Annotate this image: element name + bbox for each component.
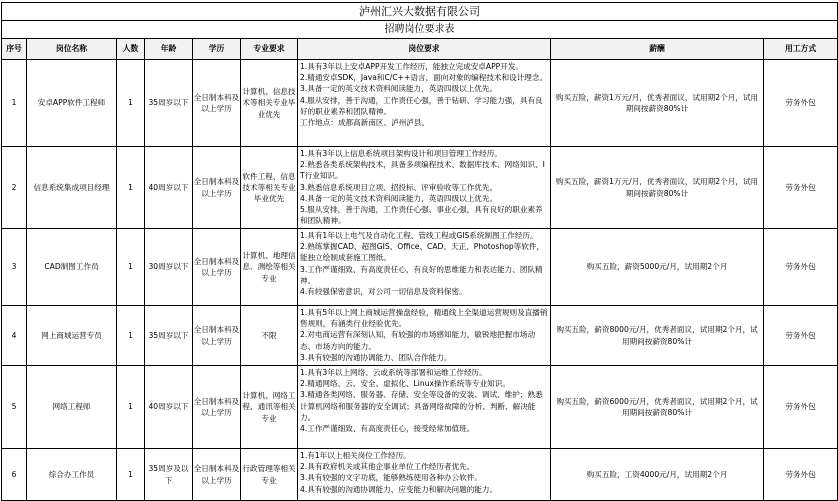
req-line: 1.具有3年以上安卓APP开发工作经历，能独立完成安卓APP开发。: [300, 62, 524, 71]
table-row: [2, 147, 838, 229]
req-line: 1.具有3年以上信息系统项目架构设计和项目管理工作经历。: [300, 149, 502, 158]
req-line: 3.熟悉信息系统项目立项、招投标、评审验收等工作优先。: [300, 182, 498, 192]
cell-no: 2: [2, 147, 27, 229]
cell-no: 5: [2, 366, 27, 449]
cell-major: 软件工程、信息技术等相关专业毕业优先: [241, 147, 298, 229]
cell-title: 安卓APP软件工程师: [27, 60, 117, 147]
header-salary: 薪酬: [551, 39, 764, 60]
cell-age: 35周岁及以下: [145, 449, 193, 501]
req-line: 4.有较强保密意识，对公司一切信息及资料保密。: [300, 287, 467, 297]
cell-major: 不限: [241, 306, 298, 366]
cell-age: 40周岁以下: [145, 366, 193, 449]
table-subtitle: 招聘岗位要求表: [2, 21, 838, 39]
req-line: 3.工作严谨细致、有高度责任心，有良好的思维能力和表达能力、团队精神。: [300, 264, 543, 285]
cell-count: 1: [117, 147, 145, 229]
req-line: 3.具有较强的文字功底，能够熟练使用各种办公软件。: [300, 473, 482, 483]
cell-employment: 劳务外包: [764, 147, 838, 229]
cell-salary: 购买五险，薪资5000元/月，试用期2个月: [551, 229, 764, 306]
req-line: 2.熟悉各类系统架构技术，具备多项编程技术、数据库技术、网络知识、IT行业知识。: [300, 160, 545, 181]
req-line: 4.工作严谨细致、有高度责任心，接受经常加值班。: [300, 424, 475, 434]
table-row: [2, 449, 838, 501]
req-line: 1.有1年以上相关岗位工作经历。: [300, 451, 411, 460]
table-row: [2, 306, 838, 366]
table-row: [2, 229, 838, 306]
cell-salary: 购买五险，工资4000元/月，试用期2个月: [551, 449, 764, 501]
cell-count: 1: [117, 449, 145, 501]
req-line: 3.具备一定的英文技术资料阅读能力，英语四级以上优先。: [300, 84, 498, 94]
cell-major: 计算机、地理信息、测绘等相关专业: [241, 229, 298, 306]
cell-age: 35周岁以下: [145, 306, 193, 366]
recruitment-table: [1, 2, 838, 501]
cell-salary: 购买五险，薪资1万元/月，优秀者面议，试用期2个月，试用期间按薪资80%计: [551, 147, 764, 229]
cell-count: 1: [117, 229, 145, 306]
cell-no: 1: [2, 60, 27, 147]
cell-edu: 全日制本科及以上学历: [193, 60, 241, 147]
cell-reqs: [298, 229, 551, 306]
cell-major: 计算机、信息技术等相关专业毕业优先: [241, 60, 298, 147]
cell-employment: 劳务外包: [764, 229, 838, 306]
req-line: 1.具有5年以上网上商城运营操盘经验，精通线上全渠道运营规则及直播销售规则，有涵类行业经验优先。: [300, 308, 548, 329]
req-line: 5.服从安排，善于沟通，工作责任心强、事业心强，具有良好的职业素养和团队精神。: [300, 205, 543, 226]
req-line: 2.精通安卓SDK，Java和C/C++语言，面向对象的编程技术和设计理念。: [300, 73, 548, 83]
header-employment: 用工方式: [764, 39, 838, 60]
cell-age: 40周岁以下: [145, 147, 193, 229]
cell-edu: 全日制本科及以上学历: [193, 229, 241, 306]
table-row: [2, 366, 838, 449]
cell-salary: 购买五险，薪资8000元/月，优秀者面议，试用期2个月，试用期间按薪资80%计: [551, 306, 764, 366]
cell-edu: 全日制本科及以上学历: [193, 449, 241, 501]
table-row: [2, 60, 838, 147]
company-title: 泸州汇兴大数据有限公司: [2, 3, 838, 21]
cell-count: 1: [117, 366, 145, 449]
req-line: 4.服从安排，善于沟通，工作责任心强，善于钻研、学习能力强，具有良好的职业素养和团队精神。: [300, 95, 543, 116]
cell-age: 30周岁以下: [145, 229, 193, 306]
cell-employment: 劳务外包: [764, 449, 838, 501]
cell-title: 网上商城运营专员: [27, 306, 117, 366]
cell-salary: 购买五险，薪资1万元/月，优秀者面议，试用期2个月，试用期间按薪资80%计: [551, 60, 764, 147]
cell-age: 35周岁以下: [145, 60, 193, 147]
cell-no: 6: [2, 449, 27, 501]
cell-title: 综合办工作员: [27, 449, 117, 501]
cell-count: 1: [117, 60, 145, 147]
cell-reqs: [298, 366, 551, 449]
header-reqs: 岗位要求: [298, 39, 551, 60]
header-count: 人数: [117, 39, 145, 60]
cell-title: 信息系统集成项目经理: [27, 147, 117, 229]
req-line: 1.具有3年以上网络、云或系统等部署和运维工作经历。: [300, 368, 487, 377]
cell-title: CAD制图工作员: [27, 229, 117, 306]
cell-reqs: [298, 449, 551, 501]
req-line: 2.精通网络、云、安全、虚拟化、Linux操作系统等专业知识。: [300, 379, 510, 389]
req-line: 1.具有1年以上电气及自动化工程、管线工程或GIS系统制图工作经历。: [300, 231, 538, 240]
header-title: 岗位名称: [27, 39, 117, 60]
cell-reqs: [298, 147, 551, 229]
req-line: 2.熟练掌握CAD、超图GIS、Office、CAD、天正、Photoshop等软件，能独立绘制成套施工图纸。: [300, 242, 545, 263]
cell-employment: 劳务外包: [764, 60, 838, 147]
header-no: 序号: [2, 39, 27, 60]
cell-employment: 劳务外包: [764, 366, 838, 449]
req-line: 2.具有政府机关或其他企事业单位工作经历者优先。: [300, 462, 475, 472]
cell-count: 1: [117, 306, 145, 366]
cell-reqs: [298, 60, 551, 147]
cell-no: 4: [2, 306, 27, 366]
cell-salary: 购买五险，薪资6000元/月，优秀者面议，试用期2个月，试用期间按薪资80%计: [551, 366, 764, 449]
cell-major: 计算机、网络工程、通讯等相关专业: [241, 366, 298, 449]
cell-edu: 全日制本科及以上学历: [193, 147, 241, 229]
cell-reqs: [298, 306, 551, 366]
header-age: 年龄: [145, 39, 193, 60]
cell-edu: 全日制本科及以上学历: [193, 306, 241, 366]
cell-edu: 全日制本科及以上学历: [193, 366, 241, 449]
req-line: 4.具备一定的英文技术资料阅读能力，英语四级以上优先。: [300, 193, 498, 203]
cell-no: 3: [2, 229, 27, 306]
cell-employment: 劳务外包: [764, 306, 838, 366]
req-line: 工作地点：成都高新南区、泸州泸县。: [300, 118, 430, 128]
req-line: 3.精通各类网络、服务器、存储、安全等设备的安装、调试、维护；熟悉计算机网络和服务器的安全调试；具备网络故障的分析、判断、解决能力。: [300, 390, 543, 422]
header-edu: 学历: [193, 39, 241, 60]
req-line: 2.对电商运营有深刻认知，有较强的市场感知能力，敏锐地把握市场动态、市场方向的能力。: [300, 330, 536, 351]
req-line: 4.具有较强的沟通协调能力、应变能力和解决问题的能力。: [300, 484, 498, 494]
cell-title: 网络工程师: [27, 366, 117, 449]
header-row: [2, 39, 838, 60]
header-major: 专业要求: [241, 39, 298, 60]
cell-major: 行政管理等相关专业: [241, 449, 298, 501]
req-line: 3.具有较强的沟通协调能力、团队合作能力。: [300, 352, 452, 362]
